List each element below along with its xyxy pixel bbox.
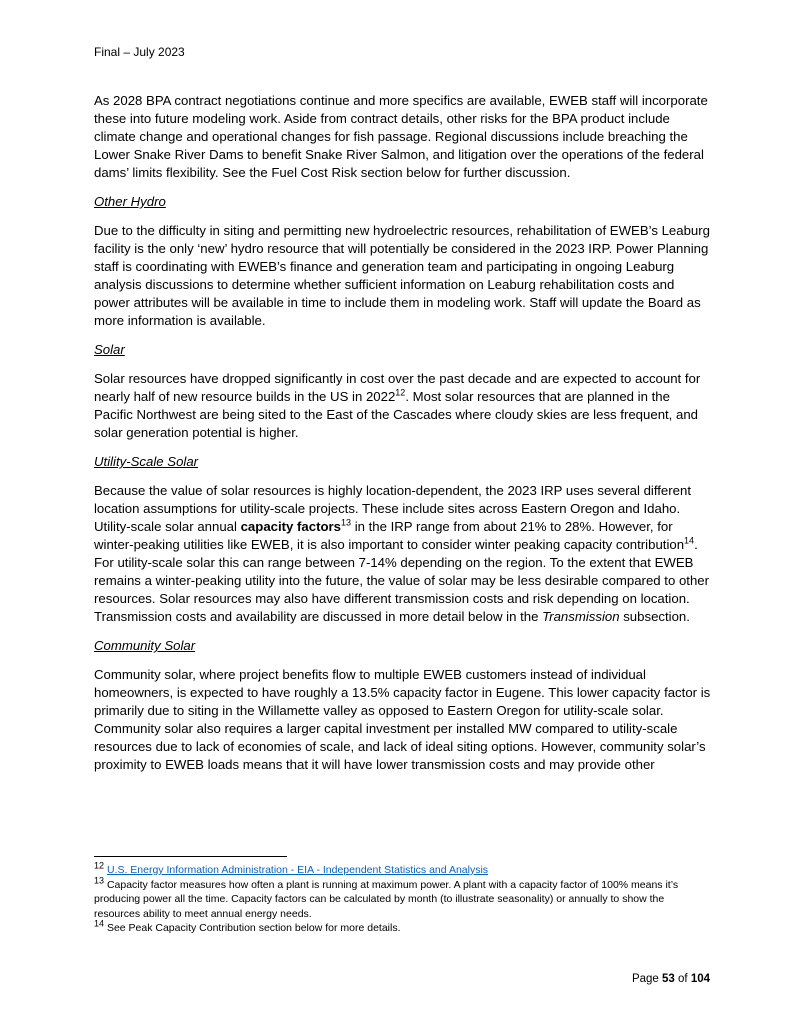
footnotes-section [94,856,712,936]
footnote-12-number: 12 [94,860,105,871]
bold-capacity-factors: capacity factors [240,519,342,534]
footnote-14-text: See Peak Capacity Contribution section below for more details. [106,922,401,934]
footnote-13-number: 13 [94,875,105,885]
heading-other-hydro: Other Hydro [94,194,166,209]
footnote-12 [94,860,712,878]
text-run: Solar resources have dropped significantly in cost over the past decade and are expected to account for nearly half of new resource builds in the US in 2022 [94,371,701,404]
footnote-13 [94,875,712,922]
text-run: Because the value of solar resources is highly location-dependent, the 2023 IRP uses several different location assumptions for utility-scale projects. These include sites across Eastern Oregon and Idaho. Utility-scale solar annual [94,483,691,534]
paragraph-community-solar: Community solar, where project benefits flow to multiple EWEB customers instead of individual homeowners, is expected to have roughly a 13.5% capacity factor in Eugene. This lower capacity factor is primarily due to siting in the Willamette valley as opposed to Eastern Oregon for utility-scale solar. Community solar also requires a larger capital investment per installed MW compared to utility-scale resources due to lack of economies of scale, and lack of ideal siting options. However, community solar’s proximity to EWEB loads means that it will have lower transmission costs and may provide other [94,667,711,772]
footnote-separator [94,856,287,857]
footer-page-word: Page [631,973,663,985]
page-header: Final – July 2023 [94,45,185,59]
footnote-ref-14: 14 [684,535,695,546]
footer-of-word: of [674,973,691,985]
footer-page-number: 53 [662,973,675,985]
paragraph-solar [94,370,712,442]
text-run: in the IRP range from about 21% to 28%. However, for winter-peaking utilities like EWEB, it is also important to consider winter peaking capacity contribution [94,519,685,552]
paragraph-utility-scale-solar [94,482,712,626]
footnote-14 [94,918,712,936]
footnote-14-number: 14 [94,918,105,929]
text-run: subsection. [619,609,690,624]
footer-page-total: 104 [690,973,710,985]
paragraph-other-hydro: Due to the difficulty in siting and permitting new hydroelectric resources, rehabilitation of EWEB’s Leaburg facility is the only ‘new’ hydro resource that will potentially be considered in the 2023 IRP. Power Planning staff is coordinating with EWEB’s finance and generation team and participating in ongoing Leaburg analysis discussions to determine whether sufficient information on Leaburg rehabilitation costs and power attributes will be available in time to include them in modeling work. Staff will update the Board as more information is available. [94,223,710,328]
footnote-ref-13: 13 [341,517,352,528]
paragraph-bpa-contract: As 2028 BPA contract negotiations continue and more specifics are available, EWEB staff will incorporate these into future modeling work. Aside from contract details, other risks for the BPA product include climate change and operational changes for fish passage. Regional discussions include breaching the Lower Snake River Dams to benefit Snake River Salmon, and litigation over the operations of the federal dams’ limits flexibility. See the Fuel Cost Risk section below for further discussion. [94,93,708,180]
footnote-ref-12: 12 [395,387,406,398]
italic-transmission: Transmission [542,609,620,624]
document-body [94,45,712,785]
heading-solar: Solar [94,342,125,357]
eia-hyperlink[interactable]: U.S. Energy Information Administration - EIA - Independent Statistics and Analysis [106,864,489,876]
page-footer [632,972,710,986]
text-run: . Most solar resources that are planned in the Pacific Northwest are being sited to the East of the Cascades where cloudy skies are less frequent, and solar generation potential is higher. [94,389,699,440]
text-run: . For utility-scale solar this can range between 7-14% depending on the region. To the extent that EWEB remains a winter-peaking utility into the future, the value of solar may be less desirable compared to other resources. Solar resources may also have different transmission costs and risk depending on location. Transmission costs and availability are discussed in more detail below in the [94,537,710,624]
footnote-13-text: Capacity factor measures how often a plant is running at maximum power. A plant with a capacity factor of 100% means it’s producing power all the time. Capacity factors can be calculated by month (to illustrate seasonality) or annually to show the resources ability to meet annual energy needs. [94,878,679,920]
heading-community-solar: Community Solar [94,638,196,653]
heading-utility-scale-solar: Utility-Scale Solar [94,454,199,469]
